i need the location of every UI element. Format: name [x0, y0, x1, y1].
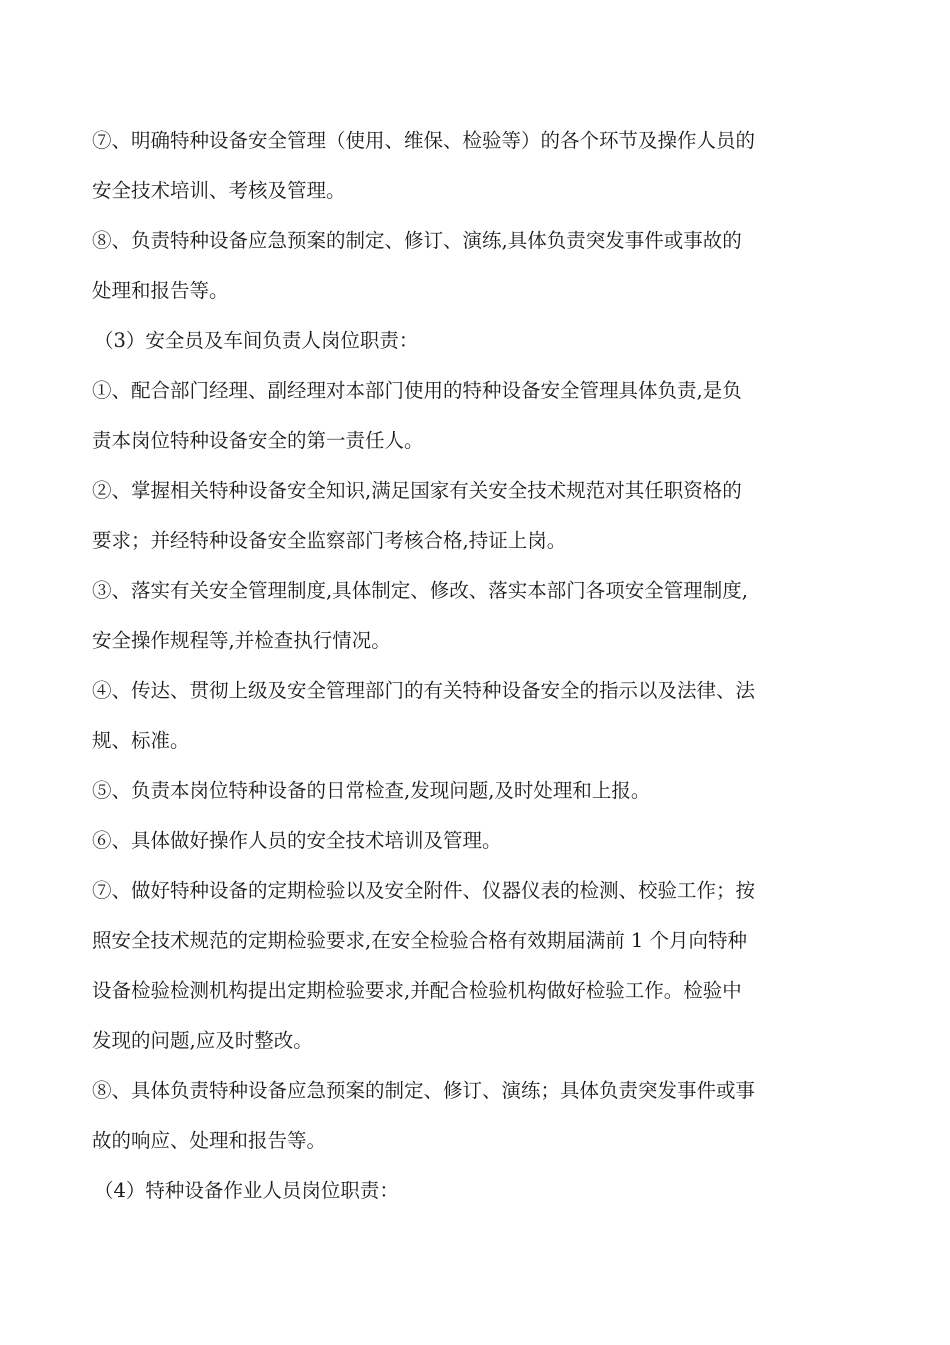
item-7-line-1: ⑦、明确特种设备安全管理（使用、维保、检验等）的各个环节及操作人员的: [92, 129, 756, 152]
item-7-line-2: 安全技术培训、考核及管理。: [92, 179, 346, 202]
body-text: [92, 116, 812, 1216]
item-8-line-1: ⑧、负责特种设备应急预案的制定、修订、演练,具体负责突发事件或事故的: [92, 229, 742, 252]
section-3-heading: （3）安全员及车间负责人岗位职责：: [94, 329, 419, 352]
s3-item-4-line-1: ④、传达、贯彻上级及安全管理部门的有关特种设备安全的指示以及法律、法: [92, 679, 756, 702]
s3-item-8-line-2: 故的响应、处理和报告等。: [92, 1129, 327, 1152]
section-4-heading: （4）特种设备作业人员岗位职责：: [94, 1179, 399, 1202]
s3-item-7-line-2: 照安全技术规范的定期检验要求,在安全检验合格有效期届满前 1 个月向特种: [92, 929, 748, 952]
s3-item-7-line-4: 发现的问题,应及时整改。: [92, 1029, 313, 1052]
s3-item-7-line-3: 设备检验检测机构提出定期检验要求,并配合检验机构做好检验工作。检验中: [92, 979, 742, 1002]
s3-item-7-line-1: ⑦、做好特种设备的定期检验以及安全附件、仪器仪表的检测、校验工作；按: [92, 879, 756, 902]
s3-item-4-line-2: 规、标准。: [92, 729, 190, 752]
s3-item-2-line-2: 要求；并经特种设备安全监察部门考核合格,持证上岗。: [92, 529, 567, 552]
s3-item-6: ⑥、具体做好操作人员的安全技术培训及管理。: [92, 829, 502, 852]
s3-item-3-line-2: 安全操作规程等,并检查执行情况。: [92, 629, 391, 652]
item-8-line-2: 处理和报告等。: [92, 279, 229, 302]
s3-item-8-line-1: ⑧、具体负责特种设备应急预案的制定、修订、演练；具体负责突发事件或事: [92, 1079, 756, 1102]
s3-item-2-line-1: ②、掌握相关特种设备安全知识,满足国家有关安全技术规范对其任职资格的: [92, 479, 742, 502]
s3-item-5: ⑤、负责本岗位特种设备的日常检查,发现问题,及时处理和上报。: [92, 779, 651, 802]
s3-item-3-line-1: ③、落实有关安全管理制度,具体制定、修改、落实本部门各项安全管理制度,: [92, 579, 748, 602]
s3-item-1-line-1: ①、配合部门经理、副经理对本部门使用的特种设备安全管理具体负责,是负: [92, 379, 742, 402]
s3-item-1-line-2: 责本岗位特种设备安全的第一责任人。: [92, 429, 424, 452]
